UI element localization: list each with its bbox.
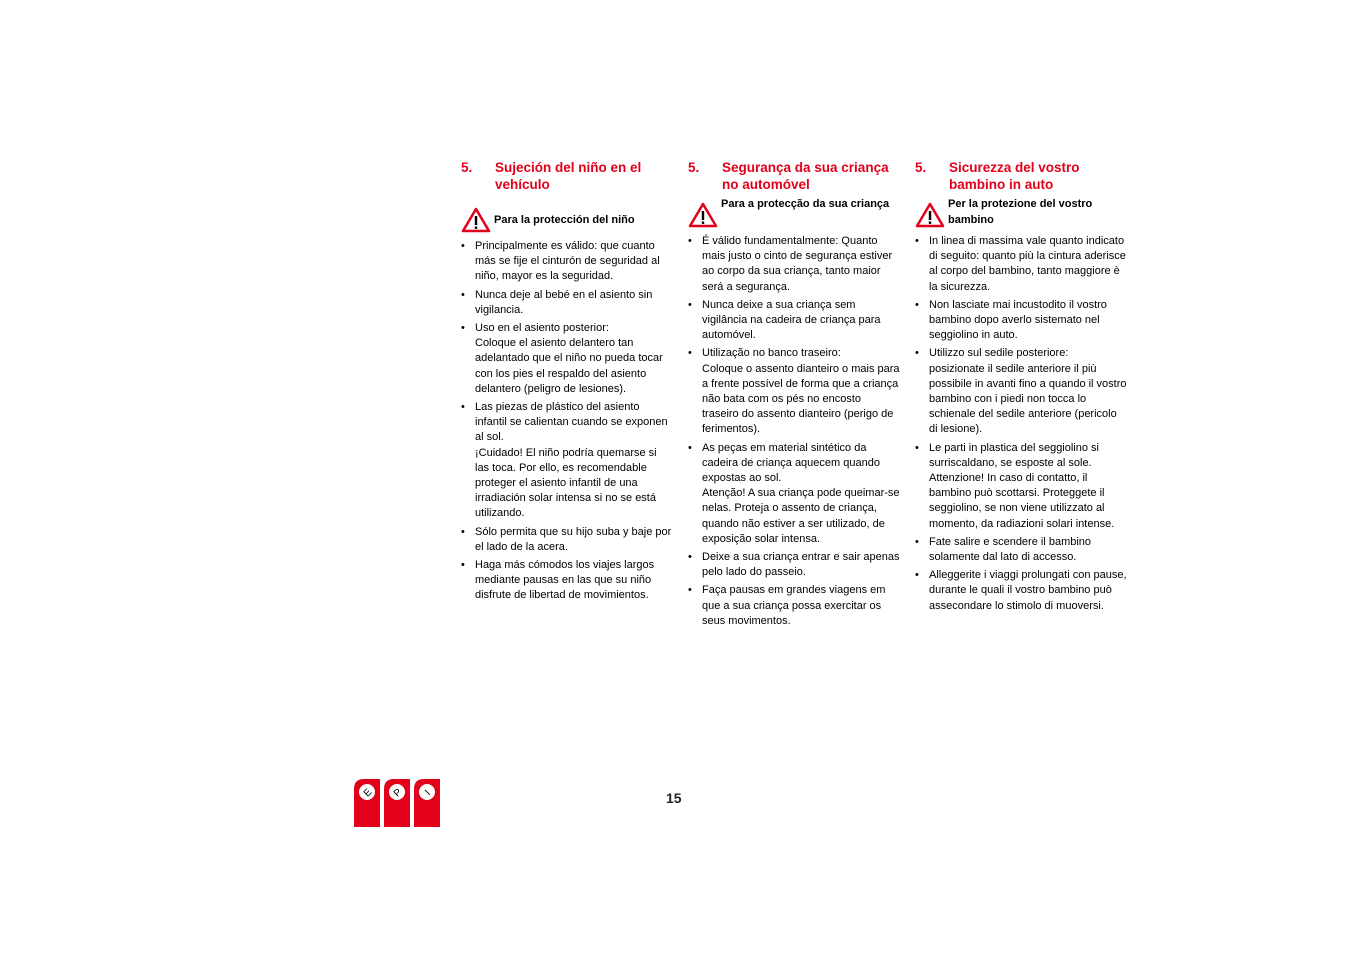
list-item: • Faça pausas em grandes viagens em que a sua criança possa exercitar os seus movimentos. [688,584,886,627]
language-tab-e-shape [354,779,380,827]
column-portuguese [688,159,900,632]
language-tab-i-shape [414,779,440,827]
warning-triangle-icon [461,207,491,233]
warning-row [915,196,1127,228]
warning-text: Per la protezione del vostro bambino [948,198,1093,226]
list-item: • Nunca deixe a sua criança sem vigilância na cadeira de criança para automóvel. [688,298,881,342]
list-item: • In linea di massima vale quanto indicato di seguito: quanto più la cintura aderisce al corpo del bambino, tanto maggiore è la sicurezza. [915,235,1126,293]
language-tabs [354,779,440,827]
warning-triangle-icon [688,202,718,228]
list-item: • As peças em material sintético da cadeira de criança aquecem quando expostas ao sol. Atenção! A sua criança pode queimar-se nelas. Proteja o assento de criança, quando não estiver a ser utilizado, de exposição solar intensa. [688,441,900,545]
warning-triangle-icon [915,202,945,228]
section-title: Segurança da sua criança no automóvel [722,160,889,192]
svg-text:P: P [391,786,405,800]
bullet-list [461,239,673,604]
list-item: • Nunca deje al bebé en el asiento sin vigilancia. [461,288,653,316]
list-item: • Le parti in plastica del seggiolino si surriscaldano, se esposte al sole. Attenzione! In caso di contatto, il bambino può scottarsi. Proteggete il seggiolino, se non viene utilizzato al momento, da radiazioni solari intense. [915,441,1115,530]
warning-text: Para la protección del niño [494,214,635,226]
language-tab-p [384,779,410,827]
bullet-list [915,234,1127,614]
section-heading [688,159,900,193]
page-number: 15 [666,790,682,806]
section-heading [461,159,673,193]
section-heading [915,159,1127,193]
list-item: • Utilizzo sul sedile posteriore: posizionate il sedile anteriore il più possibile in avanti fino a quando il vostro bambino con i piedi non tocca lo schienale del sedile anteriore (pericolo di lesione). [915,347,1127,436]
warning-text: Para a protecção da sua criança [721,198,890,210]
list-item: • Utilização no banco traseiro: Coloque o assento dianteiro o mais para a frente possível de forma que a criança não bata com os pés no encosto traseiro do assento dianteiro (perigo de ferimentos). [688,347,900,436]
list-item: • Deixe a sua criança entrar e sair apenas pelo lado do passeio. [688,551,900,579]
column-spanish [461,159,673,607]
list-item: • Sólo permita que su hijo suba y baje por el lado de la acera. [461,525,672,553]
section-number: 5. [915,160,927,175]
section-title: Sujeción del niño en el vehículo [495,160,642,192]
warning-row [688,196,900,228]
svg-text:E: E [361,786,375,800]
language-tab-e [354,779,380,827]
section-number: 5. [461,160,473,175]
section-title: Sicurezza del vostro bambino in auto [949,160,1080,192]
list-item: • Non lasciate mai incustodito il vostro bambino dopo averlo sistemato nel seggiolino in auto. [915,298,1107,342]
list-item: • Alleggerite i viaggi prolungati con pause, durante le quali il vostro bambino può assecondare lo stimolo di muoversi. [915,569,1127,612]
warning-row [461,207,673,233]
list-item: • Las piezas de plástico del asiento infantil se calientan cuando se exponen al sol. ¡Cuidado! El niño podría quemarse si las toca. Por ello, es recomendable proteger el asiento infantil de una irradiación solar intensa si no se está utilizando. [461,401,668,520]
bullet-list [688,234,900,629]
language-tab-p-shape [384,779,410,827]
list-item: • Uso en el asiento posterior: Coloque el asiento delantero tan adelantado que el niño no pueda tocar con los pies el respaldo del asiento delantero (peligro de lesiones). [461,322,663,395]
column-italian [915,159,1127,617]
list-item: • Fate salire e scendere il bambino solamente dal lato di accesso. [915,535,1092,564]
svg-text:I: I [423,788,433,798]
list-item: • É válido fundamentalmente: Quanto mais justo o cinto de segurança estiver ao corpo da sua criança, tanto maior será a segurança. [688,235,893,293]
section-number: 5. [688,160,700,175]
list-item: • Haga más cómodos los viajes largos mediante pausas en las que su niño disfrute de libertad de movimientos. [461,559,655,602]
list-item: • Principalmente es válido: que cuanto más se fije el cinturón de seguridad al niño, mayor es la seguridad. [461,240,660,283]
language-tab-i [414,779,440,827]
